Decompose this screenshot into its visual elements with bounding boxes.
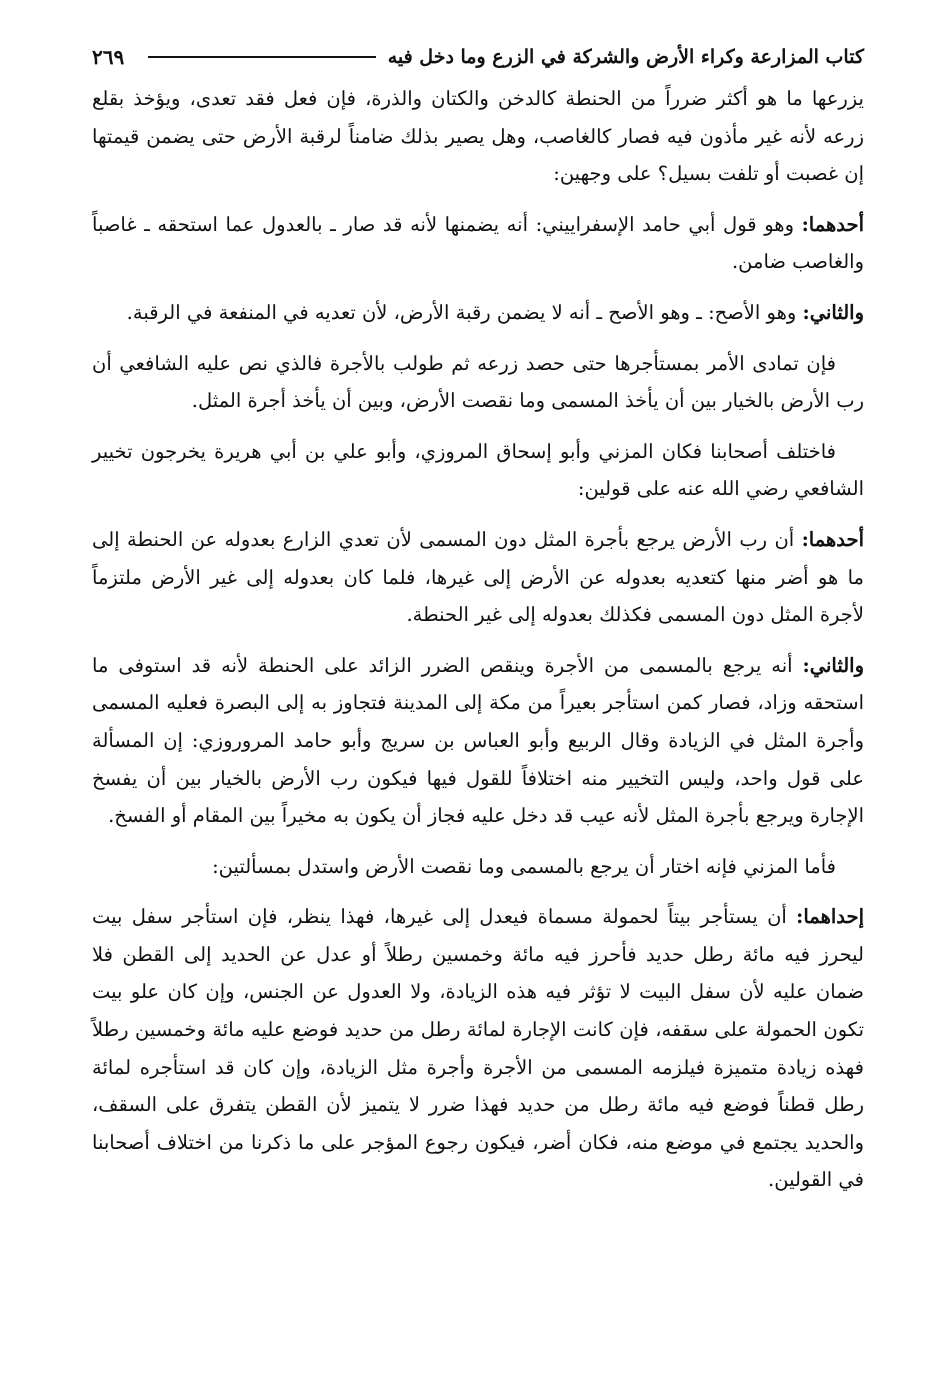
paragraph-4 [92,345,864,420]
paragraph-label: إحداهما: [796,905,864,929]
chapter-title: كتاب المزارعة وكراء الأرض والشركة في الزرع وما دخل فيه [387,46,864,68]
paragraph-label: والثاني: [802,300,864,324]
paragraph-8 [92,848,864,886]
paragraph-5 [92,433,864,508]
paragraph-text: فإن تمادى الأمر بمستأجرها حتى حصد زرعه ثم طولب بالأجرة فالذي نص عليه الشافعي أن رب الأرض بالخيار بين أن يأخذ المسمى وما نقصت الأرض، وبين أن يأخذ أجرة المثل. [92,351,864,413]
paragraph-2 [92,206,864,281]
paragraph-text: أنه يرجع بالمسمى من الأجرة وينقص الضرر الزائد على الحنطة لأنه قد استوفى ما استحقه وزاد، فصار كمن استأجر بعيراً من مكة إلى المدينة فتجاوز به إلى البصرة فعليه المسمى وأجرة المثل في الزيادة وقال الربيع وأبو العباس بن سريج وأبو حامد المروروزي: إن المسألة على قول واحد، وليس التخيير منه اختلافاً للقول فيها فيكون رب الأرض بالخيار بين أن يفسخ الإجارة ويرجع بأجرة المثل لأنه عيب قد دخل عليه فجاز أن يكون به مخيراً بين المقام أو الفسخ. [92,653,864,828]
paragraph-3 [92,294,864,332]
paragraph-text: أن يستأجر بيتاً لحمولة مسماة فيعدل إلى غيرها، فهذا ينظر، فإن استأجر سفل بيت ليحرز فيه مائة رطل حديد فأحرز فيه مائة وخمسين رطلاً أو عدل عن الحديد إلى القطن فلا ضمان عليه لأن سفل البيت لا تؤثر فيه هذه الزيادة، ولا العدول عن الجنس، وإن كان علو بيت تكون الحمولة على سقفه، فإن كانت الإجارة لمائة رطل من حديد فوضع عليه مائة وخمسين رطلاً فهذه زيادة متميزة فيلزمه المسمى من الأجرة وأجرة مثل الزيادة، وإن كان قد استأجره لمائة رطل قطناً فوضع فيه مائة رطل من حديد فهذا ضرر لا يتميز لأن القطن يتفرق على السقف، والحديد يجتمع في موضع منه، فكان أضر، فيكون رجوع المؤجر على ما ذكرنا من اختلاف أصحابنا في القولين. [92,905,864,1192]
paragraph-7 [92,647,864,835]
paragraph-text: يزرعها ما هو أكثر ضرراً من الحنطة كالدخن والكتان والذرة، فإن فعل فقد تعدى، ويؤخذ بقلع زرعه لأنه غير مأذون فيه فصار كالغاصب، وهل يصير بذلك ضامناً لرقبة الأرض حتى يضمن قيمتها إن غصبت أو تلفت بسيل؟ على وجهين: [92,87,864,186]
paragraph-text: فأما المزني فإنه اختار أن يرجع بالمسمى وما نقصت الأرض واستدل بمسألتين: [212,854,836,878]
paragraph-text: وهو قول أبي حامد الإسفراييني: أنه يضمنها لأنه قد صار ـ بالعدول عما استحقه ـ غاصباً والغاصب ضامن. [92,212,864,274]
book-page [92,40,864,1199]
paragraph-1 [92,80,864,193]
paragraph-label: أحدهما: [801,212,864,236]
paragraph-label: والثاني: [802,653,864,677]
paragraph-9 [92,898,864,1199]
paragraph-label: أحدهما: [801,527,865,551]
page-number: ٢٦٩ [92,45,125,69]
paragraph-text: فاختلف أصحابنا فكان المزني وأبو إسحاق المروزي، وأبو علي بن أبي هريرة يخرجون تخيير الشافعي رضي الله عنه على قولين: [92,439,864,501]
paragraph-text: أن رب الأرض يرجع بأجرة المثل دون المسمى لأن تعدي الزارع بعدوله عن الحنطة إلى ما هو أضر منها كتعديه بعدوله عن الأرض إلى غيرها، فلما كان بعدوله إلى غير الأرض ملتزماً لأجرة المثل دون المسمى فكذلك بعدوله إلى غير الحنطة. [92,527,864,627]
page-header [92,40,864,74]
paragraph-text: وهو الأصح: ـ وهو الأصح ـ أنه لا يضمن رقبة الأرض، لأن تعديه في المنفعة في الرقبة. [126,300,797,324]
paragraph-6 [92,521,864,634]
header-rule [148,56,375,58]
page-content [92,80,864,1199]
